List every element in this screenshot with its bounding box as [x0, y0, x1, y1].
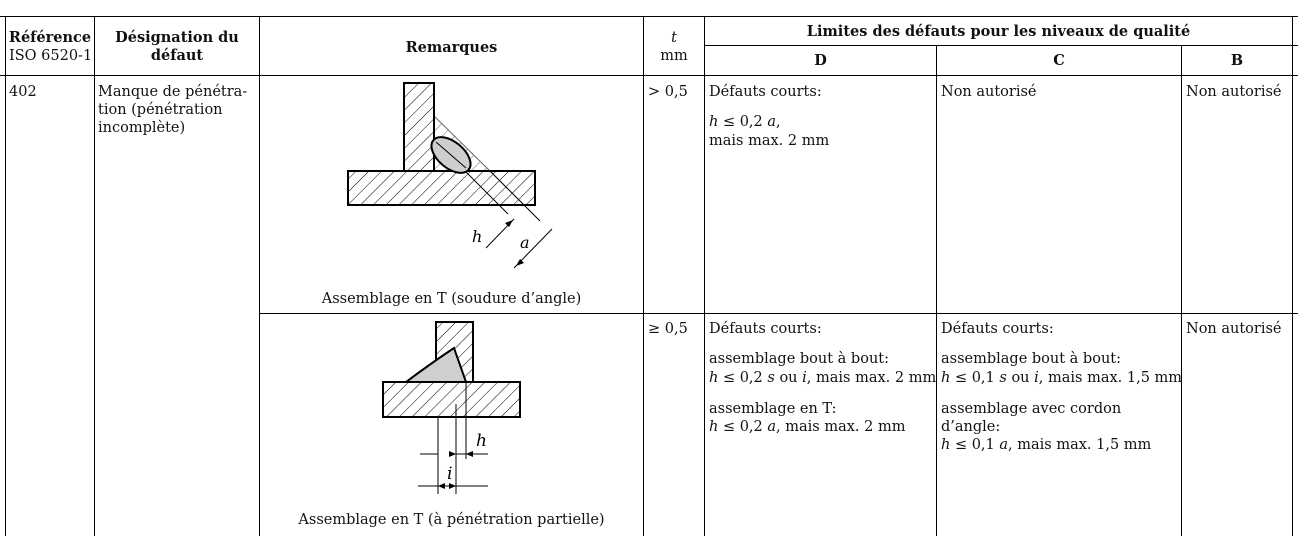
symbol-i: i: [802, 370, 807, 386]
text-span: , mais max. 2 mm: [806, 370, 937, 386]
text-span: ,: [776, 114, 781, 130]
case2-c-line3: [941, 369, 1182, 387]
text-span: ≤ 0,1: [950, 370, 1000, 386]
header-level-d: D: [814, 52, 827, 69]
symbol-a: a: [767, 419, 777, 435]
header-level-b: B: [1230, 52, 1244, 69]
header-reference-line2: ISO 6520-1: [9, 48, 93, 64]
symbol-a: a: [999, 437, 1009, 453]
text-span: ≤ 0,2: [718, 370, 768, 386]
header-designation-line2: défaut: [150, 47, 204, 64]
header-t-unit: mm: [660, 48, 688, 64]
horizontal-plate-2: [383, 382, 520, 417]
arrow-h: [505, 220, 513, 227]
case2-c-line2: assemblage bout à bout:: [941, 351, 1121, 367]
label-h: h: [472, 227, 483, 246]
col-border-8: [1292, 16, 1293, 536]
case2-t-value: ≥ 0,5: [648, 321, 688, 337]
col-border-6: [936, 46, 937, 536]
row-designation-line2: tion (pénétration: [98, 102, 223, 118]
header-t-symbol: t: [671, 30, 677, 46]
case2-d-line5: [709, 418, 905, 436]
col-border-2: [94, 16, 95, 536]
symbol-i: i: [1034, 370, 1039, 386]
header-reference-line1: Référence: [8, 29, 92, 46]
case1-c-text: Non autorisé: [941, 84, 1037, 100]
arrow-h-right: [466, 451, 473, 457]
case2-b-text: Non autorisé: [1186, 321, 1282, 337]
header-designation-line1: Désignation du: [115, 29, 239, 46]
arrow-a: [516, 259, 524, 266]
header-level-c: C: [1053, 52, 1065, 69]
symbol-s: s: [767, 370, 775, 386]
arrow-i-left: [438, 483, 445, 489]
text-span: , mais max. 2 mm: [776, 419, 906, 435]
row-reference: 402: [9, 84, 37, 100]
label-a: a: [520, 233, 530, 252]
row-designation: [98, 83, 247, 137]
case2-d-line2: assemblage bout à bout:: [709, 351, 889, 367]
symbol-h: h: [709, 419, 719, 435]
case2-c-line4: assemblage avec cordon: [941, 401, 1122, 417]
label-i: i: [447, 464, 453, 484]
symbol-a: a: [767, 114, 777, 130]
header-limits-title: Limites des défauts pour les niveaux de qualité: [806, 23, 1191, 40]
case1-d-line1: Défauts courts:: [709, 84, 822, 100]
arrow-h-left: [449, 451, 456, 457]
limits-subheader-border: [704, 45, 1298, 46]
text-span: ≤ 0,2: [718, 114, 768, 130]
case2-d-line3: [709, 369, 936, 387]
text-span: , mais max. 1,5 mm: [1038, 370, 1183, 386]
case2-caption: Assemblage en T (à pénétration partielle): [298, 512, 605, 528]
case2-d-line4: assemblage en T:: [709, 401, 837, 417]
header-bottom-border: [0, 75, 1298, 76]
text-span: ou: [1006, 370, 1035, 386]
header-reference: [6, 29, 94, 47]
col-border-4: [643, 16, 644, 536]
header-remarks: Remarques: [405, 39, 498, 56]
symbol-h: h: [709, 370, 719, 386]
symbol-h: h: [941, 437, 951, 453]
text-span: ou: [774, 370, 803, 386]
row-designation-line1: Manque de pénétra-: [98, 84, 248, 100]
text-span: ≤ 0,1: [950, 437, 1000, 453]
symbol-s: s: [999, 370, 1007, 386]
case1-d-line3: mais max. 2 mm: [709, 133, 830, 149]
fillet-weld-figure: [260, 76, 643, 290]
col-border-5: [704, 16, 705, 536]
row-designation-line3: incomplète): [98, 120, 186, 136]
header-designation: [95, 29, 259, 65]
col-border-7: [1181, 46, 1182, 536]
symbol-h: h: [709, 114, 719, 130]
case1-caption: Assemblage en T (soudure d’angle): [321, 291, 582, 307]
partial-penetration-figure: [260, 314, 643, 510]
case2-c-line6: [941, 436, 1151, 454]
table-top-border: [0, 16, 1298, 17]
case1-b-text: Non autorisé: [1186, 84, 1282, 100]
text-span: , mais max. 1,5 mm: [1008, 437, 1152, 453]
symbol-h: h: [941, 370, 951, 386]
col-border-1: [5, 16, 6, 536]
case2-c-line5: d’angle:: [941, 419, 1001, 435]
case2-d-line1: Défauts courts:: [709, 321, 822, 337]
text-span: ≤ 0,2: [718, 419, 768, 435]
case1-t-value: > 0,5: [648, 84, 688, 100]
label-h-2: h: [476, 431, 487, 451]
case2-c-line1: Défauts courts:: [941, 321, 1054, 337]
vertical-plate: [404, 83, 434, 171]
case1-d-line2: [709, 113, 781, 131]
